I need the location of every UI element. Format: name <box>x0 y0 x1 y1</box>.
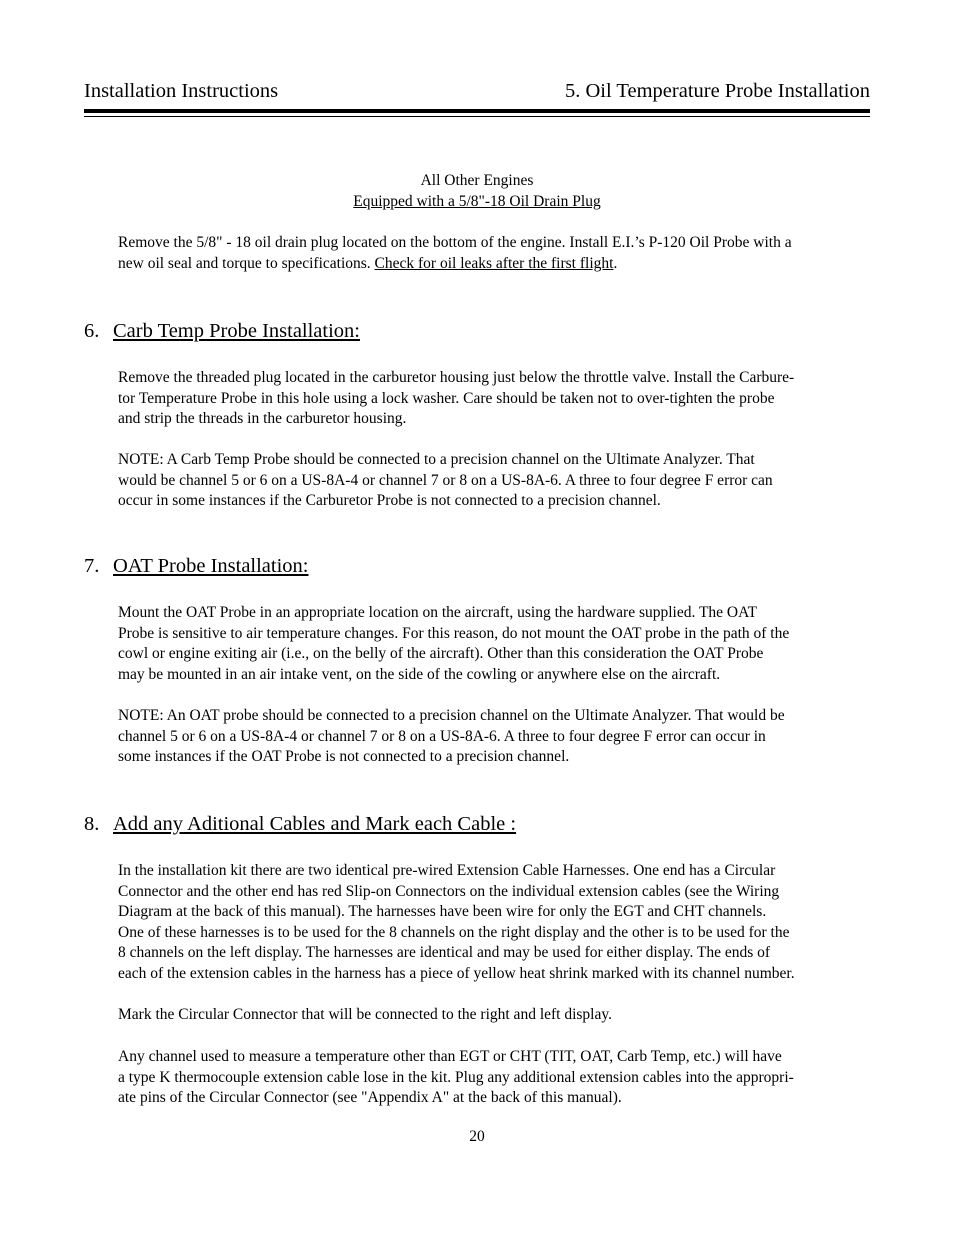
paragraph-line: NOTE: An OAT probe should be connected to a precision channel on the Ultimate Analyzer. That would be <box>118 707 785 724</box>
section-6-title: Carb Temp Probe Installation: <box>113 320 360 342</box>
paragraph-line: ate pins of the Circular Connector (see "Appendix A" at the back of this manual). <box>118 1089 622 1107</box>
section-6-heading <box>84 320 360 343</box>
header-rule-thin <box>84 116 870 117</box>
subsection-subtitle-text: Equipped with a 5/8"-18 Oil Drain Plug <box>353 193 601 210</box>
paragraph-line: In the installation kit there are two identical pre-wired Extension Cable Harnesses. One end has a Circular <box>118 862 776 879</box>
section-6-paragraph-1 <box>118 368 878 430</box>
paragraph-line: cowl or engine exiting air (i.e., on the belly of the aircraft). Other than this consideration the OAT Probe <box>118 645 764 663</box>
section-8-heading <box>84 813 516 836</box>
paragraph-line: 8 channels on the left display. The harnesses are identical and may be used for either display. The ends of <box>118 944 771 962</box>
paragraph-line: Mark the Circular Connector that will be connected to the right and left display. <box>118 1006 612 1023</box>
paragraph-line: Any channel used to measure a temperature other than EGT or CHT (TIT, OAT, Carb Temp, etc.) will have <box>118 1048 782 1065</box>
section-7-note <box>118 706 878 768</box>
page-header <box>84 80 870 110</box>
paragraph-line: NOTE: A Carb Temp Probe should be connected to a precision channel on the Ultimate Analyzer. That <box>118 451 755 468</box>
paragraph-line: occur in some instances if the Carburetor Probe is not connected to a precision channel. <box>118 492 661 510</box>
paragraph-line: each of the extension cables in the harness has a piece of yellow heat shrink marked with its channel number. <box>118 964 795 982</box>
section-8-paragraph-1 <box>118 861 878 985</box>
paragraph-line: some instances if the OAT Probe is not connected to a precision channel. <box>118 748 570 766</box>
section-7-title: OAT Probe Installation: <box>113 555 309 577</box>
paragraph-line: One of these harnesses is to be used for the 8 channels on the right display and the other is to be used for the <box>118 923 790 941</box>
paragraph-line: Mount the OAT Probe in an appropriate location on the aircraft, using the hardware supplied. The OAT <box>118 604 758 621</box>
subsection-title: All Other Engines <box>420 172 534 189</box>
header-right-title: 5. Oil Temperature Probe Installation <box>564 80 870 102</box>
page-number: 20 <box>469 1128 485 1145</box>
section-8-number: 8. <box>84 813 100 835</box>
paragraph-line: tor Temperature Probe in this hole using a lock washer. Care should be taken not to over-tighten the probe <box>118 389 775 407</box>
intro-line-2-pre: new oil seal and torque to specifications. <box>118 254 375 272</box>
paragraph-line: Connector and the other end has red Slip-on Connectors on the individual extension cables (see the Wiring <box>118 882 780 900</box>
paragraph-line: Diagram at the back of this manual). The harnesses have been wire for only the EGT and CHT channels. <box>118 903 767 921</box>
intro-line-2 <box>118 254 878 275</box>
intro-line-2-post: . <box>613 254 618 272</box>
paragraph-line: Probe is sensitive to air temperature changes. For this reason, do not mount the OAT probe in the path of the <box>118 624 790 642</box>
subsection-subtitle <box>0 193 954 211</box>
paragraph-line: and strip the threads in the carburetor housing. <box>118 410 407 428</box>
section-8-title: Add any Aditional Cables and Mark each Cable : <box>113 813 517 835</box>
intro-line-1: Remove the 5/8" - 18 oil drain plug located on the bottom of the engine. Install E.I.’s P-120 Oil Probe with a <box>118 234 792 251</box>
section-6-number: 6. <box>84 320 100 342</box>
paragraph-line: would be channel 5 or 6 on a US-8A-4 or channel 7 or 8 on a US-8A-6. A three to four degree F error can <box>118 471 773 489</box>
section-7-heading <box>84 555 309 578</box>
oil-leak-warning: Check for oil leaks after the first flight <box>374 254 614 272</box>
section-6-note <box>118 450 878 512</box>
section-7-paragraph-1 <box>118 603 878 685</box>
paragraph-line: may be mounted in an air intake vent, on the side of the cowling or anywhere else on the aircraft. <box>118 665 721 683</box>
intro-paragraph <box>118 233 878 274</box>
paragraph-line: Remove the threaded plug located in the carburetor housing just below the throttle valve. Install the Carbure- <box>118 369 795 386</box>
section-8-paragraph-2 <box>118 1005 878 1026</box>
header-left-title: Installation Instructions <box>84 80 279 102</box>
paragraph-line: channel 5 or 6 on a US-8A-4 or channel 7 or 8 on a US-8A-6. A three to four degree F error can occur in <box>118 727 766 745</box>
paragraph-line: a type K thermocouple extension cable lose in the kit. Plug any additional extension cables into the appropri- <box>118 1068 794 1086</box>
header-rule-thick <box>84 109 870 113</box>
section-8-paragraph-3 <box>118 1047 878 1109</box>
section-7-number: 7. <box>84 555 100 577</box>
